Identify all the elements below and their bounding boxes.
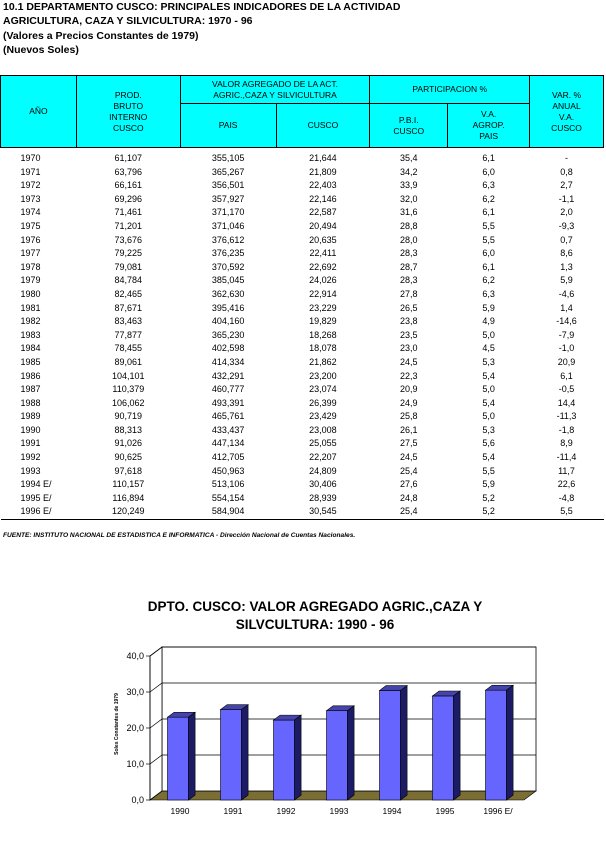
table-cell: 365,267 xyxy=(211,166,245,177)
col-header-ano: AÑO xyxy=(1,76,77,148)
table-cell: 90,625 xyxy=(114,452,143,463)
table-cell: 26,1 xyxy=(400,424,418,435)
table-cell: 18,078 xyxy=(309,343,337,354)
table-cell: 78,455 xyxy=(114,343,143,354)
table-cell: 22,587 xyxy=(309,207,337,218)
table-cell: 22,3 xyxy=(400,370,418,381)
bar-side xyxy=(242,705,249,800)
table-cell: 362,630 xyxy=(211,288,245,299)
table-cell: 6,1 xyxy=(482,153,495,163)
y-tick-label: 30,0 xyxy=(126,687,144,697)
table-cell: 402,598 xyxy=(211,343,245,354)
table-cell: 6,1 xyxy=(482,261,495,272)
table-cell: 21,809 xyxy=(309,166,337,177)
table-cell: -1,1 xyxy=(558,193,575,204)
table-cell: 84,784 xyxy=(114,275,143,286)
table-cell: 110,157 xyxy=(112,479,145,490)
table-cell: 23,229 xyxy=(309,302,337,313)
table-cell: 1,4 xyxy=(560,302,573,313)
table-cell: 28,0 xyxy=(400,234,418,245)
table-cell: 88,313 xyxy=(114,424,143,435)
table-cell: 2,0 xyxy=(560,207,573,218)
table-cell: 5,4 xyxy=(482,370,495,381)
table-cell: 27,6 xyxy=(400,479,418,490)
table-cell: 23,0 xyxy=(400,343,418,354)
table-cell: 1977 xyxy=(20,248,41,259)
bar-side xyxy=(348,706,355,800)
table-cell: 30,406 xyxy=(309,479,337,490)
table-cell: 22,914 xyxy=(309,288,337,299)
table-cell: 1989 xyxy=(20,411,41,422)
x-tick-label: 1994 xyxy=(382,806,402,816)
bar xyxy=(327,711,348,800)
table-cell: 71,461 xyxy=(114,207,143,218)
table-cell: 376,612 xyxy=(211,234,245,245)
table-cell: 5,2 xyxy=(448,505,530,519)
table-cell: 6,3 xyxy=(482,288,495,299)
table-cell: 22,6 xyxy=(557,479,576,490)
table-cell: 14,4 xyxy=(557,397,576,408)
col-header-va-agrop: V.A. AGROP. PAIS xyxy=(448,104,530,148)
table-cell: 412,705 xyxy=(211,452,245,463)
table-cell: 28,939 xyxy=(309,492,337,503)
table-cell: 6,0 xyxy=(482,166,495,177)
table-cell: 5,0 xyxy=(482,329,495,340)
table-cell: 90,719 xyxy=(114,411,143,422)
table-cell: 20,635 xyxy=(309,234,337,245)
col-header-pbi-cusco: P.B.I. CUSCO xyxy=(370,104,448,148)
table-cell: 5,4 xyxy=(482,397,495,408)
table-cell: -1,0 xyxy=(558,343,575,354)
table-cell: 22,411 xyxy=(309,248,337,259)
table-cell: 5,3 xyxy=(482,424,495,435)
table-cell: 27,8 xyxy=(400,288,418,299)
source-note: FUENTE: INSTITUTO NACIONAL DE ESTADISTICA E INFORMATICA - Dirección Nacional de Cuentas Nacionales. xyxy=(3,532,356,539)
table-cell: -11,3 xyxy=(556,411,577,422)
x-tick-label: 1992 xyxy=(276,806,296,816)
table-cell: 5,2 xyxy=(482,492,495,503)
table-cell: 20,9 xyxy=(400,384,418,395)
x-tick-label: 1991 xyxy=(223,806,243,816)
table-cell: 61,107 xyxy=(114,153,143,163)
x-tick-label: 1990 xyxy=(170,806,190,816)
table-cell: 23,8 xyxy=(400,316,418,327)
table-cell: 1996 E/ xyxy=(1,505,77,519)
table-cell: 69,296 xyxy=(114,193,143,204)
table-cell: 28,8 xyxy=(400,220,418,231)
table-cell: 1980 xyxy=(20,288,41,299)
table-cell: 79,225 xyxy=(114,248,143,259)
table-cell: 5,5 xyxy=(530,505,604,519)
table-cell: 97,618 xyxy=(114,465,143,476)
table-cell: 28,3 xyxy=(400,248,418,259)
table-cell: 414,334 xyxy=(211,356,245,367)
table-cell: 30,545 xyxy=(276,505,370,519)
bar-side xyxy=(454,691,461,800)
table-cell: 1983 xyxy=(20,329,41,340)
col-header-pais: PAIS xyxy=(180,104,276,148)
table-cell: 356,501 xyxy=(211,180,245,191)
table-cell: 23,429 xyxy=(309,411,337,422)
table-cell: 395,416 xyxy=(211,302,245,313)
table-cell: 357,927 xyxy=(211,193,245,204)
table-units: (Valores a Precios Constantes de 1979) xyxy=(3,30,199,42)
col-header-var: VAR. % ANUAL V.A. CUSCO xyxy=(530,76,604,148)
table-cell: 1995 E/ xyxy=(20,492,52,503)
y-axis-label: Soles Constantes de 1979 xyxy=(114,693,120,755)
table-cell: 35,4 xyxy=(400,153,418,163)
group-header-participacion: PARTICIPACION % xyxy=(370,76,530,104)
table-cell: 33,9 xyxy=(400,180,418,191)
table-cell: 11,7 xyxy=(558,465,575,476)
bar xyxy=(221,710,242,800)
table-cell: -7,9 xyxy=(558,329,575,340)
table-cell: 385,045 xyxy=(211,275,245,286)
table-cell: 493,391 xyxy=(211,397,245,408)
table-cell: 5,4 xyxy=(482,452,495,463)
table-subtitle: AGRICULTURA, CAZA Y SILVICULTURA: 1970 - 96 xyxy=(3,15,253,27)
table-cell: 79,081 xyxy=(114,261,143,272)
table-cell: 5,9 xyxy=(482,479,495,490)
table-cell: 24,5 xyxy=(400,356,418,367)
table-cell: 5,9 xyxy=(560,275,573,286)
table-cell: 24,026 xyxy=(309,275,337,286)
table-cell: 1987 xyxy=(20,384,41,395)
table-cell: 34,2 xyxy=(400,166,418,177)
table-cell: 1974 xyxy=(20,207,41,218)
table-cell: 1990 xyxy=(20,424,41,435)
table-cell: 4,5 xyxy=(482,343,495,354)
table-cell: 8,6 xyxy=(560,248,573,259)
table-cell: 26,399 xyxy=(309,397,337,408)
table-cell: 447,134 xyxy=(211,438,245,449)
table-cell: 83,463 xyxy=(114,316,143,327)
table-cell: 22,403 xyxy=(309,180,337,191)
table-cell: 6,1 xyxy=(560,370,573,381)
table-cell: 21,644 xyxy=(309,153,337,163)
bar xyxy=(486,690,507,800)
chart-title: DPTO. CUSCO: VALOR AGREGADO AGRIC.,CAZA Y xyxy=(147,599,483,614)
table-cell: 25,4 xyxy=(370,505,448,519)
table-cell: 1976 xyxy=(20,234,41,245)
table-cell: 513,106 xyxy=(211,479,245,490)
table-cell: 0,8 xyxy=(560,166,573,177)
table-cell: 25,8 xyxy=(400,411,418,422)
table-cell: 26,5 xyxy=(400,302,418,313)
table-cell: 432,291 xyxy=(211,370,245,381)
table-cell: 1975 xyxy=(20,220,41,231)
table-currency: (Nuevos Soles) xyxy=(3,44,79,56)
table-cell: 450,963 xyxy=(211,465,245,476)
table-cell: -14,6 xyxy=(556,316,577,327)
table-cell: 1,3 xyxy=(560,261,573,272)
table-cell: 91,026 xyxy=(114,438,143,449)
table-cell: 1993 xyxy=(20,465,41,476)
table-cell: -4,6 xyxy=(558,288,575,299)
table-cell: 106,062 xyxy=(112,397,145,408)
table-cell: 20,9 xyxy=(557,356,576,367)
table-cell: 20,494 xyxy=(309,220,337,231)
table-cell: 1985 xyxy=(20,356,41,367)
table-cell: 77,877 xyxy=(114,329,143,340)
table-cell: 18,268 xyxy=(309,329,337,340)
table-cell: 116,894 xyxy=(112,492,145,503)
table-cell: 5,6 xyxy=(482,438,495,449)
table-cell: 120,249 xyxy=(76,505,180,519)
table-cell: 371,170 xyxy=(211,207,245,218)
table-cell: 1984 xyxy=(20,343,41,354)
table-cell: 24,9 xyxy=(400,397,418,408)
bar-side xyxy=(295,715,302,800)
table-cell: -11,4 xyxy=(556,452,577,463)
bar xyxy=(274,720,295,800)
table-cell: 584,904 xyxy=(180,505,276,519)
table-cell: 5,0 xyxy=(482,384,495,395)
table-cell: 32,0 xyxy=(400,193,418,204)
table-cell: 82,465 xyxy=(114,288,143,299)
table-cell: 1970 xyxy=(20,153,41,163)
table-cell: 355,105 xyxy=(211,153,245,163)
table-cell: 5,0 xyxy=(482,411,495,422)
table-cell: 6,2 xyxy=(482,193,495,204)
bar xyxy=(433,696,454,800)
bar-side xyxy=(507,685,514,800)
col-header-cusco: CUSCO xyxy=(276,104,370,148)
table-cell: 0,7 xyxy=(560,234,573,245)
table-cell: 5,5 xyxy=(482,234,495,245)
table-cell: 89,061 xyxy=(114,356,143,367)
table-cell: 110,379 xyxy=(112,384,145,395)
table-cell: 71,201 xyxy=(114,220,143,231)
table-cell: 2,7 xyxy=(560,180,573,191)
table-cell: 24,5 xyxy=(400,452,418,463)
table-cell: 63,796 xyxy=(114,166,143,177)
table-cell: 4,9 xyxy=(482,316,495,327)
table-cell: 1992 xyxy=(20,452,41,463)
bar-side xyxy=(189,712,196,800)
table-cell: 370,592 xyxy=(211,261,245,272)
table-cell: 1986 xyxy=(20,370,41,381)
x-tick-label: 1996 E/ xyxy=(483,806,513,816)
table-cell: 104,101 xyxy=(112,370,145,381)
table-cell: 1988 xyxy=(20,397,41,408)
table-cell: 1981 xyxy=(20,302,41,313)
table-cell: 19,829 xyxy=(309,316,337,327)
bar xyxy=(168,717,189,800)
table-cell: 1971 xyxy=(20,166,41,177)
y-tick-label: 0,0 xyxy=(131,795,144,805)
table-cell: 87,671 xyxy=(114,302,143,313)
table-cell: 460,777 xyxy=(211,384,245,395)
table-cell: 554,154 xyxy=(211,492,245,503)
table-cell: -4,8 xyxy=(558,492,575,503)
table-cell: 6,3 xyxy=(482,180,495,191)
table-cell: 6,1 xyxy=(482,207,495,218)
group-header-va: VALOR AGREGADO DE LA ACT. AGRIC.,CAZA Y SILVICULTURA xyxy=(180,76,370,104)
chart-subtitle: SILVCULTURA: 1990 - 96 xyxy=(235,617,395,632)
table-cell: 27,5 xyxy=(400,438,418,449)
table-cell: -1,8 xyxy=(558,424,575,435)
table-cell: 25,4 xyxy=(400,465,418,476)
table-cell: 5,3 xyxy=(482,356,495,367)
table-cell: -0,5 xyxy=(558,384,575,395)
table-cell: 31,6 xyxy=(400,207,418,218)
table-cell: -9,3 xyxy=(558,220,575,231)
table-cell: 23,200 xyxy=(309,370,337,381)
table-cell: 73,676 xyxy=(114,234,143,245)
table-title: 10.1 DEPARTAMENTO CUSCO: PRINCIPALES INDICADORES DE LA ACTIVIDAD xyxy=(3,1,401,13)
table-cell: 23,074 xyxy=(309,384,337,395)
y-tick-label: 20,0 xyxy=(126,723,144,733)
table-cell: 24,809 xyxy=(309,465,337,476)
x-tick-label: 1993 xyxy=(329,806,349,816)
table-cell: 24,8 xyxy=(400,492,418,503)
table-cell: 1982 xyxy=(20,316,41,327)
y-tick-label: 40,0 xyxy=(126,651,144,661)
table-cell: 1972 xyxy=(20,180,41,191)
table-cell: 6,0 xyxy=(482,248,495,259)
table-cell: 5,5 xyxy=(482,465,495,476)
bar-side xyxy=(401,686,408,800)
table-cell: 25,055 xyxy=(309,438,337,449)
table-cell: 28,3 xyxy=(400,275,418,286)
y-tick-label: 10,0 xyxy=(126,759,144,769)
table-cell: 22,146 xyxy=(309,193,337,204)
table-cell: 23,5 xyxy=(400,329,418,340)
table-cell: 22,692 xyxy=(309,261,337,272)
table-cell: 404,160 xyxy=(211,316,245,327)
table-cell: 1973 xyxy=(20,193,41,204)
table-cell: 1991 xyxy=(20,438,41,449)
table-cell: 1994 E/ xyxy=(20,479,52,490)
table-cell: 22,207 xyxy=(309,452,337,463)
table-cell: 376,235 xyxy=(211,248,245,259)
col-header-pbi: PROD. BRUTO INTERNO CUSCO xyxy=(76,76,180,148)
table-cell: 23,008 xyxy=(309,424,337,435)
table-cell: 28,7 xyxy=(400,261,418,272)
table-cell: 21,862 xyxy=(309,356,337,367)
table-cell: 465,761 xyxy=(211,411,245,422)
table-cell: 365,230 xyxy=(211,329,245,340)
table-cell: 1978 xyxy=(20,261,41,272)
bar xyxy=(380,691,401,800)
table-cell: 1979 xyxy=(20,275,41,286)
table-cell: 5,5 xyxy=(482,220,495,231)
table-cell: - xyxy=(565,153,569,163)
table-cell: 8,9 xyxy=(560,438,573,449)
table-cell: 6,2 xyxy=(482,275,495,286)
table-cell: 66,161 xyxy=(114,180,143,191)
x-tick-label: 1995 xyxy=(435,806,455,816)
table-cell: 371,046 xyxy=(211,220,245,231)
table-cell: 433,437 xyxy=(211,424,245,435)
table-cell: 5,9 xyxy=(482,302,495,313)
